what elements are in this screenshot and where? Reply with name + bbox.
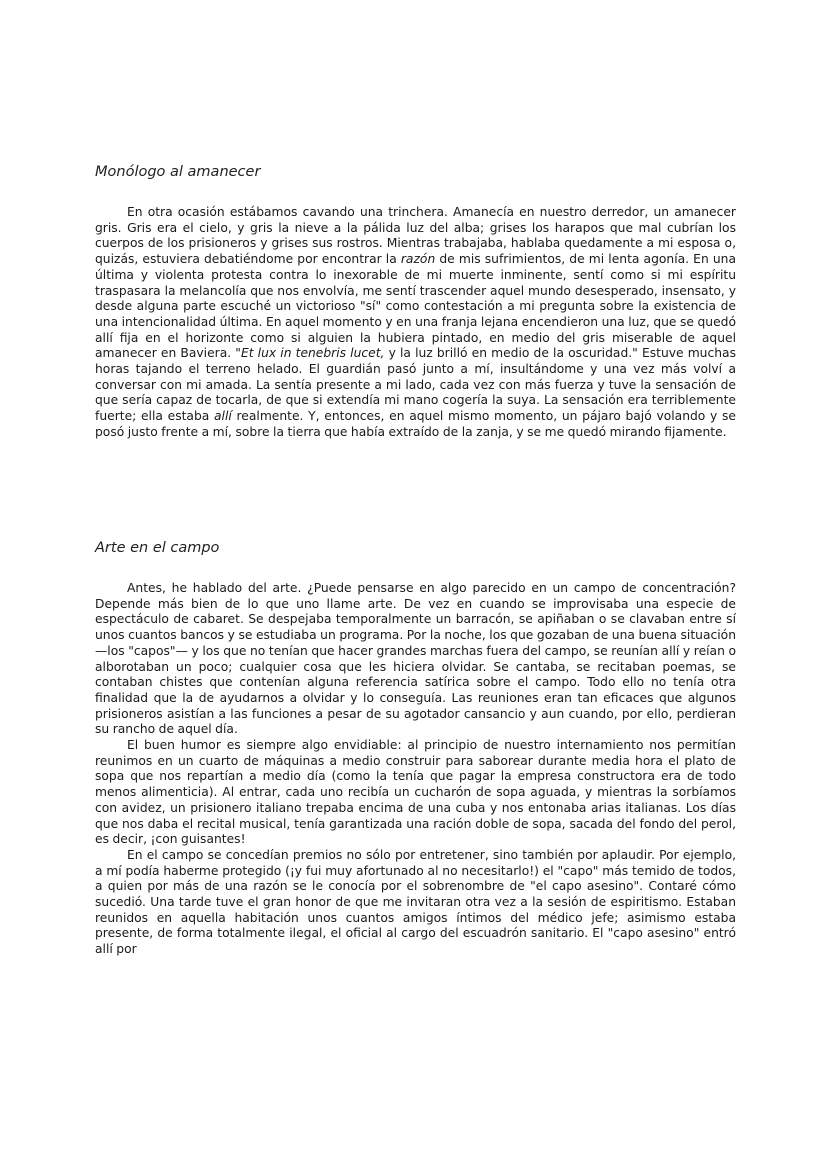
text-run: Antes, he hablado del arte. ¿Puede pensarse en algo parecido en un campo de concentración? Depende más bien de lo que uno llame arte. De vez en cuando se improvisaba una especie de espectáculo de cabaret. Se despejaba temporalmente un barracón, se apiñaban o se clavaban entre sí unos cuantos bancos y se estudiaba un programa. Por la noche, los que gozaban de una buena situación —los "capos"— y los que no tenían que hacer grandes marchas fuera del campo, se reunían allí y reían o alborotaban un poco; cualquier cosa que les hiciera olvidar. Se cantaba, se recitaban poemas, se contaban chistes que contenían alguna referencia satírica sobre el campo. Todo ello no tenía otra finalidad que la de ayudarnos a olvidar y lo conseguía. Las reuniones eran tan eficaces que algunos prisioneros asistían a las funciones a pesar de su agotador cansancio y aun cuando, por ello, perdieran su rancho de aquel día. <box>95 581 736 737</box>
section-heading-monologo: Monólogo al amanecer <box>95 164 261 180</box>
text-run: realmente. Y, entonces, en aquel mismo momento, un pájaro bajó volando y se posó justo frente a mí, sobre la tierra que había extraído de la zanja, y se me quedó mirando fijamente. <box>95 409 736 439</box>
latin-quote-italic: Et lux in tenebris lucet, <box>240 346 385 361</box>
section-arte-body <box>95 581 736 958</box>
paragraph <box>95 848 736 958</box>
text-run: En otra ocasión estábamos cavando una trinchera. Amanecía en nuestro derredor, un amanecer gris. Gris era el cielo, y gris la nieve a la pálida luz del alba; grises los harapos que mal cubrían los cuerpos de los prisioneros y grises sus rostros. Mientras trabajaba, hablaba quedamente a mi esposa o, quizás, estuviera debatiéndome por encontrar la <box>95 205 736 267</box>
text-run: El buen humor es siempre algo envidiable: al principio de nuestro internamiento nos permitían reunimos en un cuarto de máquinas a medio construir para saborear durante media hora el plato de sopa que nos repartían a medio día (como la tenía que pagar la empresa constructora era de todo menos alimenticia). Al entrar, cada uno recibía un cucharón de sopa aguada, y mientras la sorbíamos con avidez, un prisionero italiano trepaba encima de una cuba y nos entonaba arias italianas. Los días que nos daba el recital musical, tenía garantizada una ración doble de sopa, sacada del fondo del perol, es decir, ¡con guisantes! <box>95 738 736 847</box>
section-heading-arte: Arte en el campo <box>95 540 220 556</box>
paragraph <box>95 205 736 441</box>
text-run: de mis sufrimientos, de mi lenta agonía. En una última y violenta protesta contra lo inexorable de mi muerte inminente, sentí como si mi espíritu traspasara la melancolía que nos envolvía, me sentí trascender aquel mundo desesperado, insensato, y desde alguna parte escuché un victorioso "sí" como contestación a mi pregunta sobre la existencia de una intencionalidad última. En aquel momento y en una franja lejana encendieron una luz, que se quedó allí fija en el horizonte como si alguien la hubiera pintado, en medio del gris miserable de aquel amanecer en Baviera. " <box>95 252 736 361</box>
italic-text-run: razón <box>400 252 436 267</box>
text-run: y la luz brilló en medio de la oscuridad." Estuve muchas horas tajando el terreno helado. El guardián pasó junto a mí, insultándome y una vez más volví a conversar con mi amada. La sentía presente a mi lado, cada vez con más fuerza y tuve la sensación de que sería capaz de tocarla, de que si extendía mi mano cogería la suya. La sensación era terriblemente fuerte; ella estaba <box>95 346 736 424</box>
paragraph <box>95 581 736 738</box>
section-monologo-body <box>95 205 736 441</box>
italic-text-run: allí <box>214 409 232 424</box>
text-run: En el campo se concedían premios no sólo por entretener, sino también por aplaudir. Por ejemplo, a mí podía haberme protegido (¡y fui muy afortunado al no necesitarlo!) el "capo" más temido de todos, a quien por más de una razón se le conocía por el sobrenombre de "el capo asesino". Contaré cómo sucedió. Una tarde tuve el gran honor de que me invitaran otra vez a la sesión de espiritismo. Estaban reunidos en aquella habitación unos cuantos amigos íntimos del médico jefe; asimismo estaba presente, de forma totalmente ilegal, el oficial al cargo del escuadrón sanitario. El "capo asesino" entró allí por <box>95 847 736 957</box>
paragraph <box>95 738 736 848</box>
